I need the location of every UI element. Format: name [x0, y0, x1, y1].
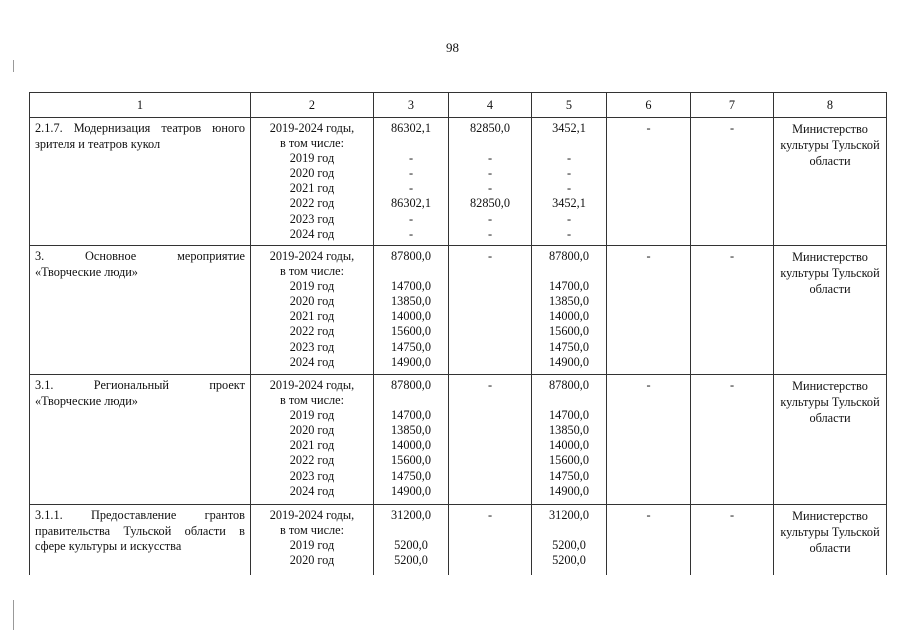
period-line: 2023 год	[289, 339, 335, 354]
period-line: 2024 год	[289, 483, 335, 498]
column-header: 2	[251, 93, 374, 118]
period-line: 2022 год	[289, 196, 335, 211]
period-line: в том числе:	[279, 264, 345, 279]
period-line: 2020 год	[289, 553, 335, 568]
activity-name-cell	[30, 375, 251, 505]
column-header: 1	[30, 93, 251, 118]
federal-budget-cell	[449, 118, 532, 246]
amount: 14700,0	[391, 408, 431, 423]
regional-budget-cell	[532, 246, 607, 375]
activity-name-line: сфере культуры и искусства	[35, 539, 182, 554]
amount: 5200,0	[552, 553, 586, 568]
amount: 87800,0	[391, 378, 431, 392]
executor-cell: Министерство культуры Тульской области	[774, 375, 887, 505]
amount: 14900,0	[549, 354, 589, 369]
amount: -	[566, 181, 572, 196]
amount: -	[487, 211, 493, 226]
period-line: 2019-2024 годы,	[269, 508, 355, 522]
column-header: 4	[449, 93, 532, 118]
regional-budget-cell	[532, 375, 607, 505]
amount: 14900,0	[549, 483, 589, 498]
executor-cell: Министерство культуры Тульской области	[774, 118, 887, 246]
amount: 14700,0	[549, 279, 589, 294]
activity-name-line: «Творческие люди»	[35, 393, 138, 408]
amount: -	[487, 151, 493, 166]
executor-cell: Министерство культуры Тульской области	[774, 246, 887, 375]
amount	[532, 264, 606, 279]
amount: 14750,0	[549, 468, 589, 483]
amount: 14000,0	[391, 438, 431, 453]
period-cell	[251, 118, 374, 246]
total-cell	[374, 375, 449, 505]
extrabudgetary-cell: -	[691, 246, 774, 375]
amount: -	[487, 508, 493, 522]
period-line: 2019 год	[289, 279, 335, 294]
amount: -	[487, 249, 493, 263]
local-budget-cell: -	[607, 118, 691, 246]
amount: 15600,0	[549, 324, 589, 339]
local-budget-cell: -	[607, 375, 691, 505]
period-line: в том числе:	[279, 136, 345, 151]
amount: -	[408, 211, 414, 226]
period-line: 2020 год	[289, 166, 335, 181]
extrabudgetary-cell: -	[691, 505, 774, 576]
period-line: 2019 год	[289, 538, 335, 553]
amount: 86302,1	[391, 121, 431, 135]
local-budget-cell: -	[607, 505, 691, 576]
table-row	[30, 505, 887, 576]
amount	[374, 523, 448, 538]
amount: 5200,0	[552, 538, 586, 553]
column-header: 6	[607, 93, 691, 118]
activity-name-line: 3. Основное мероприятие	[35, 249, 245, 263]
header-row	[30, 93, 887, 118]
amount: 31200,0	[549, 508, 589, 522]
period-line: 2019 год	[289, 151, 335, 166]
amount: 14000,0	[549, 309, 589, 324]
amount: -	[566, 226, 572, 241]
amount	[374, 136, 448, 151]
period-line: 2023 год	[289, 468, 335, 483]
amount: 87800,0	[391, 249, 431, 263]
budget-table	[29, 92, 887, 575]
period-line: 2019 год	[289, 408, 335, 423]
amount: 5200,0	[394, 538, 428, 553]
amount	[374, 264, 448, 279]
amount: -	[487, 181, 493, 196]
amount: 14000,0	[391, 309, 431, 324]
table-row	[30, 246, 887, 375]
amount: -	[487, 378, 493, 392]
period-line: 2024 год	[289, 354, 335, 369]
period-line: 2020 год	[289, 423, 335, 438]
total-cell	[374, 505, 449, 576]
period-cell	[251, 375, 374, 505]
period-line: 2022 год	[289, 453, 335, 468]
amount	[449, 136, 531, 151]
extrabudgetary-cell: -	[691, 118, 774, 246]
table-row	[30, 118, 887, 246]
amount: -	[566, 211, 572, 226]
amount: -	[566, 151, 572, 166]
amount: 14900,0	[391, 483, 431, 498]
page-number: 98	[446, 40, 459, 55]
amount: 82850,0	[470, 196, 510, 211]
federal-budget-cell	[449, 246, 532, 375]
amount: 14700,0	[549, 408, 589, 423]
margin-line	[13, 600, 14, 630]
amount: 15600,0	[391, 324, 431, 339]
period-line: 2019-2024 годы,	[269, 378, 355, 392]
activity-name-line: правительства Тульской области в	[35, 523, 245, 538]
activity-name-line: 2.1.7. Модернизация театров юного	[35, 121, 245, 135]
amount: -	[566, 166, 572, 181]
amount: -	[487, 166, 493, 181]
amount	[532, 393, 606, 408]
activity-name-cell	[30, 246, 251, 375]
amount: 13850,0	[549, 294, 589, 309]
amount: 31200,0	[391, 508, 431, 522]
period-line: 2020 год	[289, 294, 335, 309]
amount: 13850,0	[391, 294, 431, 309]
amount: 14750,0	[391, 468, 431, 483]
amount: 14900,0	[391, 354, 431, 369]
period-line: 2024 год	[289, 226, 335, 241]
total-cell	[374, 118, 449, 246]
column-header: 7	[691, 93, 774, 118]
local-budget-cell: -	[607, 246, 691, 375]
margin-line	[13, 60, 14, 72]
extrabudgetary-cell: -	[691, 375, 774, 505]
period-line: 2022 год	[289, 324, 335, 339]
amount	[532, 523, 606, 538]
activity-name-cell	[30, 118, 251, 246]
period-cell	[251, 505, 374, 576]
amount: 14750,0	[391, 339, 431, 354]
amount: 14000,0	[549, 438, 589, 453]
amount: -	[408, 151, 414, 166]
amount: 87800,0	[549, 378, 589, 392]
total-cell	[374, 246, 449, 375]
executor-cell: Министерство культуры Тульской области	[774, 505, 887, 576]
amount: 15600,0	[549, 453, 589, 468]
period-line: 2019-2024 годы,	[269, 121, 355, 135]
federal-budget-cell	[449, 375, 532, 505]
period-line: 2019-2024 годы,	[269, 249, 355, 263]
amount: 3452,1	[552, 196, 586, 211]
regional-budget-cell	[532, 505, 607, 576]
period-line: в том числе:	[279, 393, 345, 408]
activity-name-line: 3.1.1. Предоставление грантов	[35, 508, 245, 522]
activity-name-cell	[30, 505, 251, 576]
activity-name-line: 3.1. Региональный проект	[35, 378, 245, 392]
amount	[532, 136, 606, 151]
column-header: 5	[532, 93, 607, 118]
amount: 87800,0	[549, 249, 589, 263]
amount: 14700,0	[391, 279, 431, 294]
amount: 13850,0	[549, 423, 589, 438]
regional-budget-cell	[532, 118, 607, 246]
activity-name-line: зрителя и театров кукол	[35, 136, 161, 151]
period-cell	[251, 246, 374, 375]
amount: 3452,1	[552, 121, 586, 135]
amount: 14750,0	[549, 339, 589, 354]
column-header: 3	[374, 93, 449, 118]
amount: 86302,1	[391, 196, 431, 211]
activity-name-line: «Творческие люди»	[35, 264, 138, 279]
amount: 13850,0	[391, 423, 431, 438]
period-line: 2021 год	[289, 438, 335, 453]
period-line: 2021 год	[289, 309, 335, 324]
period-line: 2023 год	[289, 211, 335, 226]
amount: -	[487, 226, 493, 241]
federal-budget-cell	[449, 505, 532, 576]
amount: 82850,0	[470, 121, 510, 135]
table-row	[30, 375, 887, 505]
period-line: 2021 год	[289, 181, 335, 196]
period-line: в том числе:	[279, 523, 345, 538]
amount: 5200,0	[394, 553, 428, 568]
amount: -	[408, 166, 414, 181]
amount: -	[408, 226, 414, 241]
column-header: 8	[774, 93, 887, 118]
amount: 15600,0	[391, 453, 431, 468]
amount: -	[408, 181, 414, 196]
amount	[374, 393, 448, 408]
